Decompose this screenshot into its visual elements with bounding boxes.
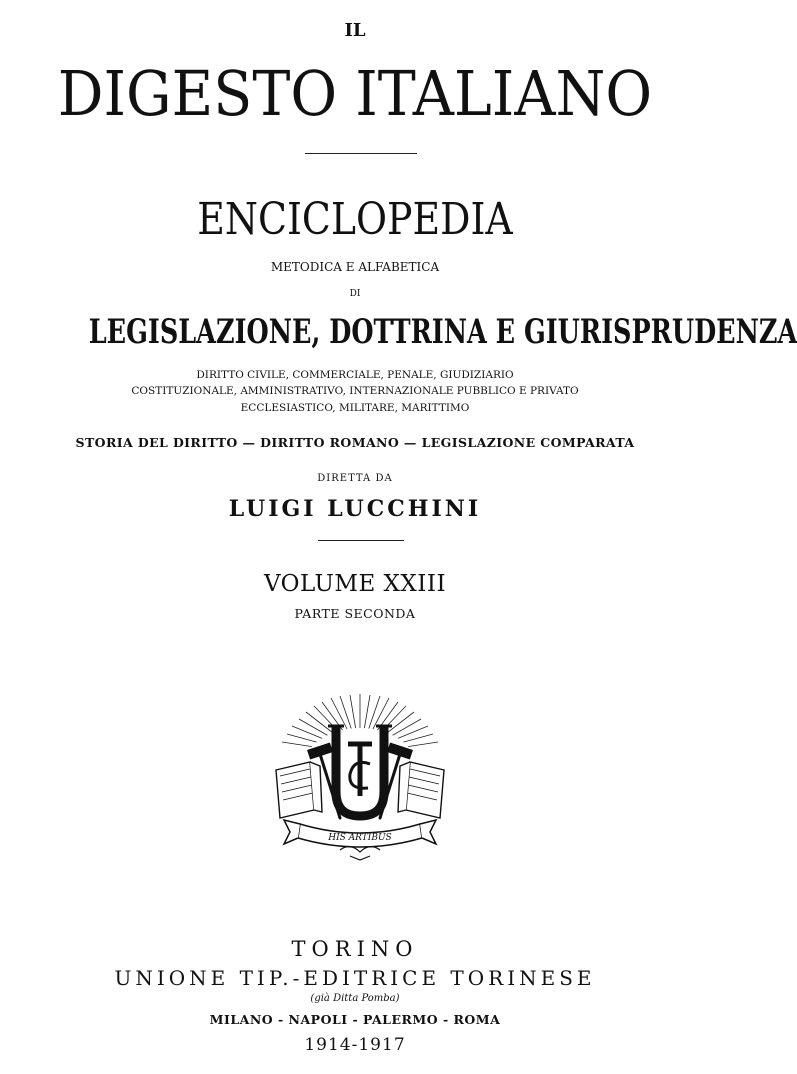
publisher-emblem-icon bbox=[270, 692, 450, 862]
imprint-former-name: (già Ditta Pomba) bbox=[310, 993, 400, 1004]
field-line-1: DIRITTO CIVILE, COMMERCIALE, PENALE, GIUDIZIARIO bbox=[196, 369, 514, 381]
part-label: PARTE SECONDA bbox=[294, 606, 416, 621]
title-divider bbox=[305, 153, 417, 154]
field-line-2: COSTITUZIONALE, AMMINISTRATIVO, INTERNAZIONALE PUBBLICO E PRIVATO bbox=[131, 385, 579, 397]
editor-divider bbox=[318, 540, 404, 541]
preposition: DI bbox=[349, 289, 361, 299]
title-article: IL bbox=[344, 20, 366, 41]
imprint-city: TORINO bbox=[291, 937, 419, 961]
directed-by-label: DIRETTA DA bbox=[317, 473, 393, 484]
subtitle: ENCICLOPEDIA bbox=[197, 194, 513, 245]
emblem-motto: HIS ARTIBUS bbox=[328, 833, 392, 843]
imprint-years: 1914-1917 bbox=[304, 1035, 406, 1055]
imprint-branches: MILANO - NAPOLI - PALERMO - ROMA bbox=[209, 1012, 501, 1027]
editor-name: LUIGI LUCCHINI bbox=[228, 496, 482, 522]
subject-heading: LEGISLAZIONE, DOTTRINA E GIURISPRUDENZA bbox=[88, 312, 797, 352]
subtitle-qualifier: METODICA E ALFABETICA bbox=[270, 260, 440, 274]
imprint-publisher: UNIONE TIP.-EDITRICE TORINESE bbox=[114, 966, 596, 990]
field-line-3: ECCLESIASTICO, MILITARE, MARITTIMO bbox=[240, 402, 470, 414]
volume-label: VOLUME XXIII bbox=[263, 571, 447, 597]
main-title: DIGESTO ITALIANO bbox=[57, 57, 653, 130]
history-line: STORIA DEL DIRITTO — DIRITTO ROMANO — LEGISLAZIONE COMPARATA bbox=[75, 435, 635, 450]
